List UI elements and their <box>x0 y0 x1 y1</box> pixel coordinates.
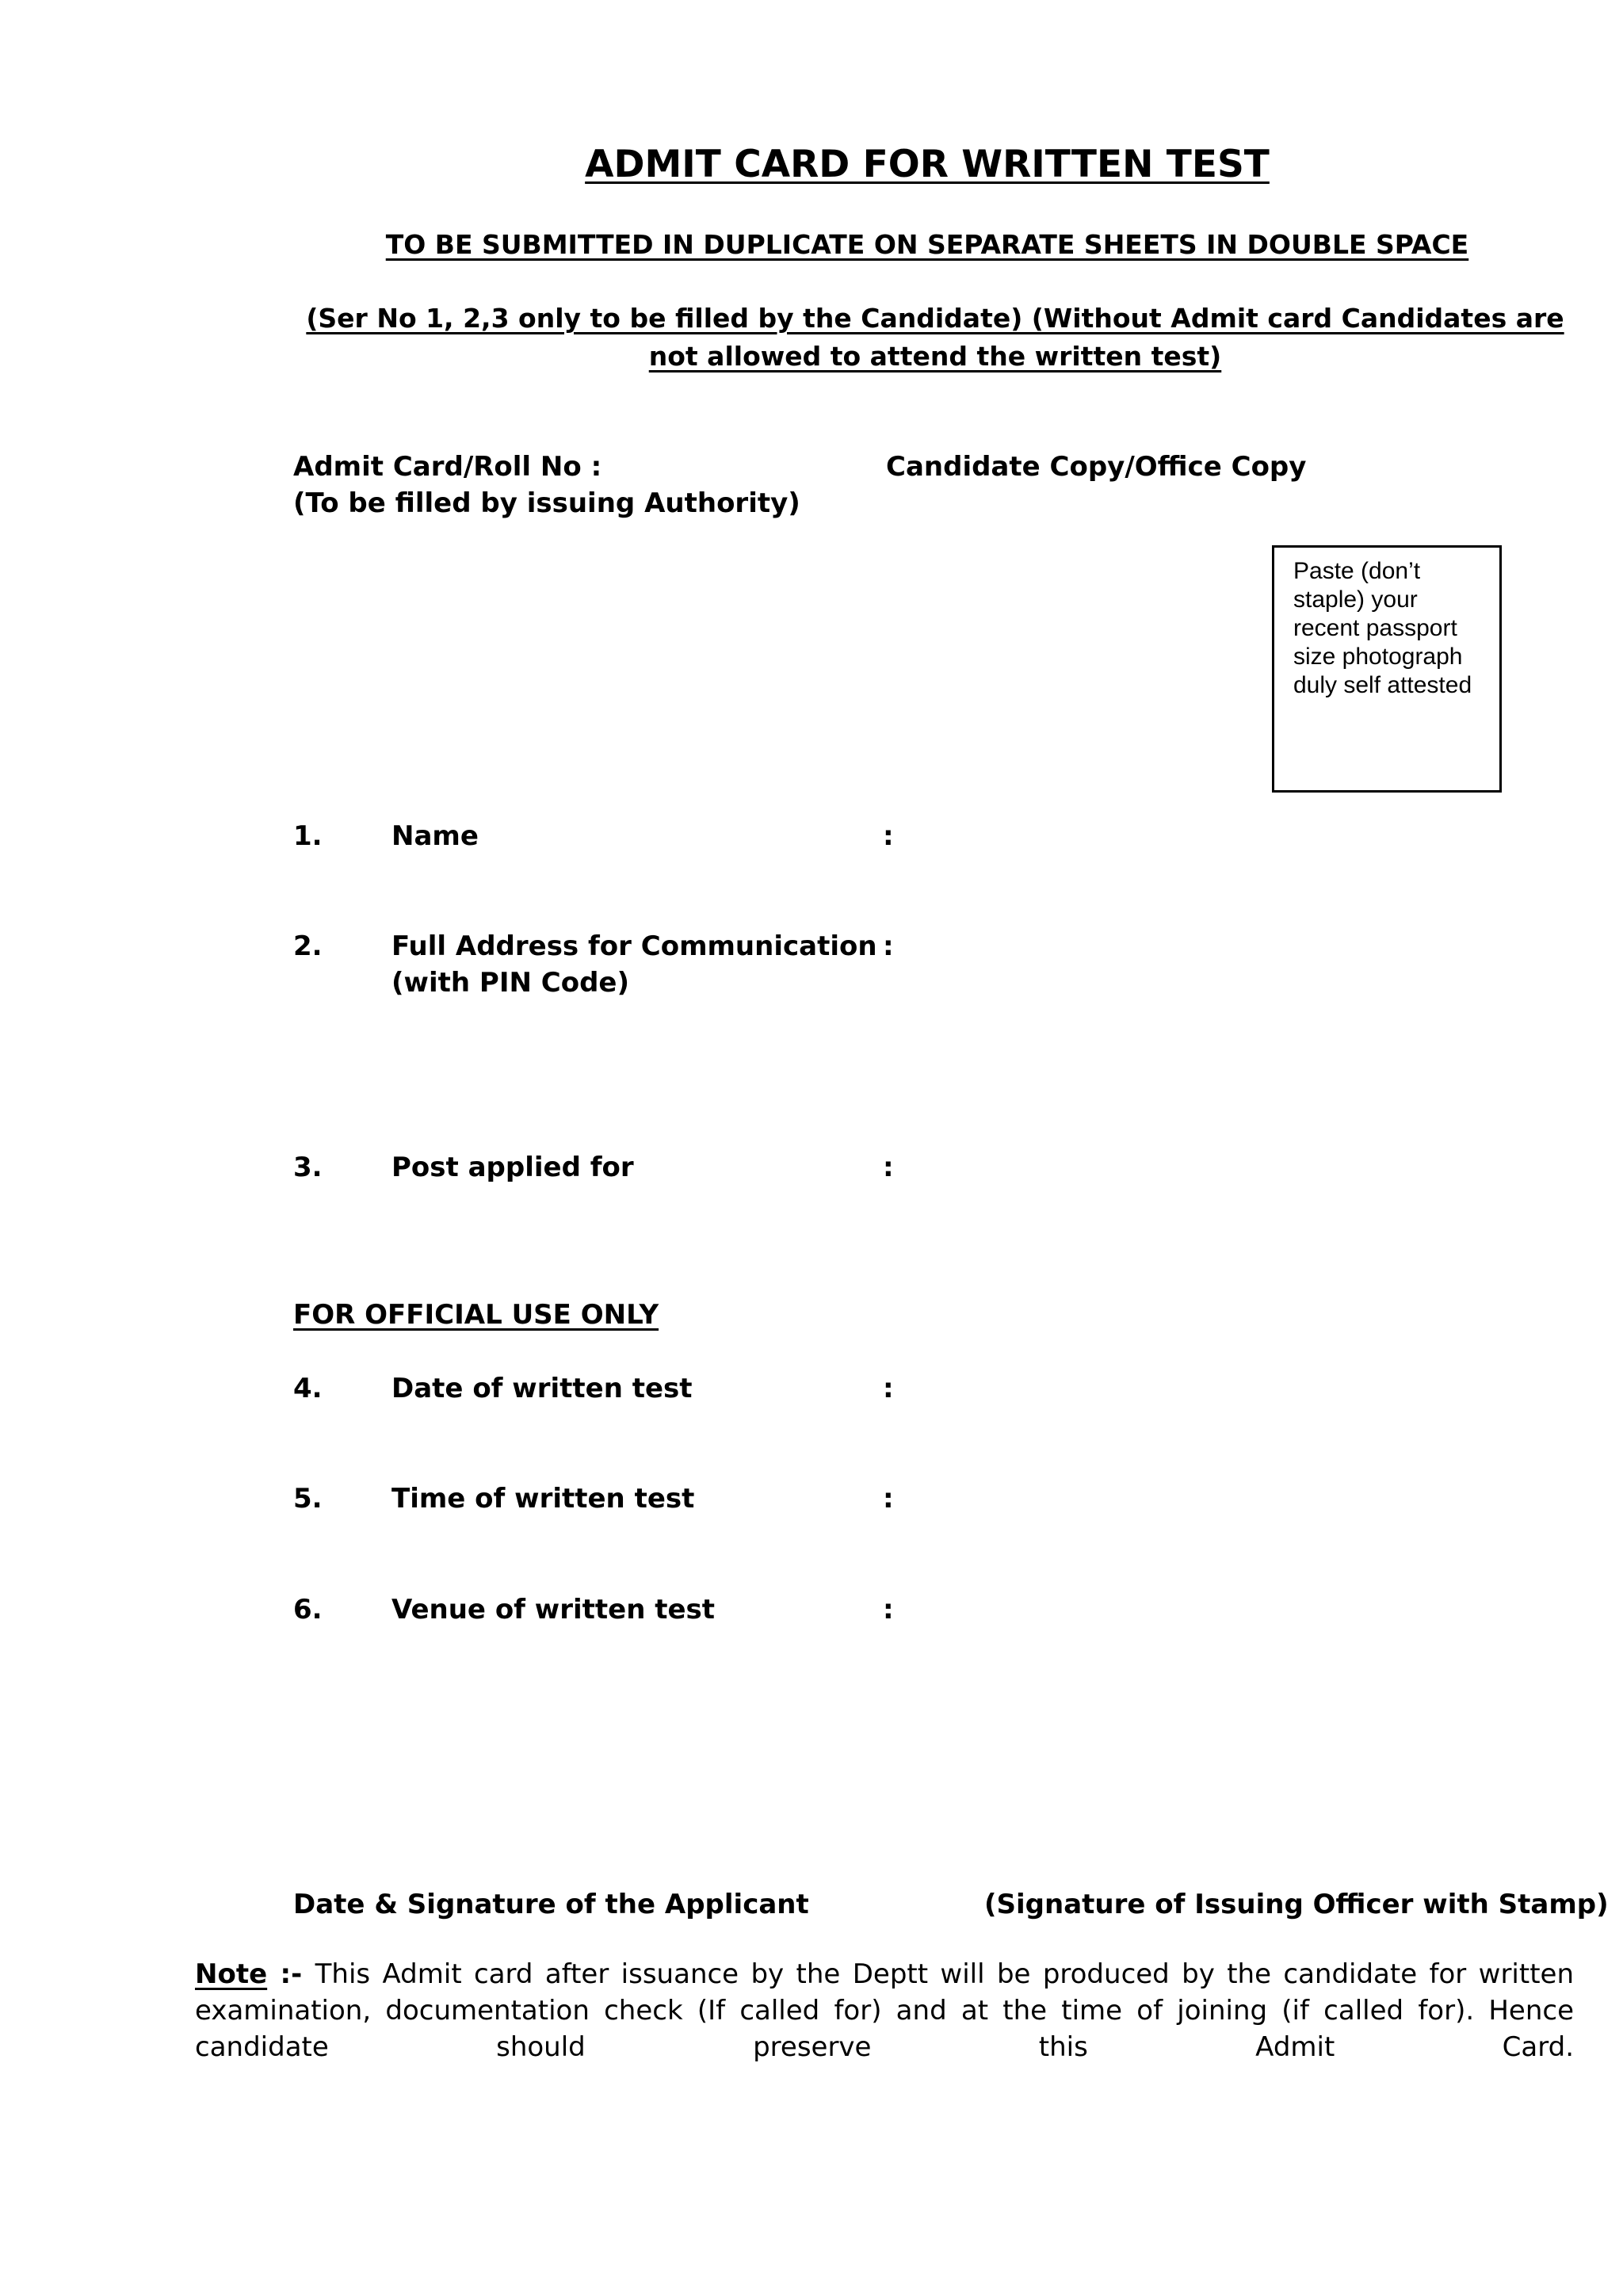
field-number: 3. <box>293 1152 323 1183</box>
note-text: This Admit card after issuance by the Deptt will be produced by the candidate for written examination, documentation check (If called for) and at the time of joining (if called for). Hence candidate should preserve this Admit Card. <box>195 1958 1574 2063</box>
copy-label: Candidate Copy/Office Copy <box>886 451 1307 483</box>
field-number: 6. <box>293 1594 323 1626</box>
field-colon: : <box>883 820 894 852</box>
field-number: 4. <box>293 1373 323 1404</box>
page-subtitle: TO BE SUBMITTED IN DUPLICATE ON SEPARATE SHEETS IN DOUBLE SPACE <box>385 229 1469 260</box>
field-colon: : <box>883 1152 894 1183</box>
photo-box <box>1272 545 1502 793</box>
applicant-signature-label: Date & Signature of the Applicant <box>293 1889 809 1920</box>
photo-box-text: Paste (don’t staple) your recent passport size photograph duly self attested <box>1293 558 1472 698</box>
field-label-address: Full Address for Communication <box>391 930 877 962</box>
field-label-test-date: Date of written test <box>391 1373 693 1404</box>
note-label: Note <box>195 1958 268 1990</box>
field-colon: : <box>883 1483 894 1515</box>
official-use-heading: FOR OFFICIAL USE ONLY <box>293 1299 659 1331</box>
officer-signature-label: (Signature of Issuing Officer with Stamp) <box>984 1889 1609 1920</box>
page-title: ADMIT CARD FOR WRITTEN TEST <box>585 143 1270 186</box>
field-number: 5. <box>293 1483 323 1515</box>
field-colon: : <box>883 1373 894 1404</box>
field-number: 1. <box>293 820 323 852</box>
roll-no-note: (To be filled by issuing Authority) <box>293 487 800 519</box>
field-colon: : <box>883 1594 894 1626</box>
field-label-test-venue: Venue of written test <box>391 1594 716 1626</box>
field-colon: : <box>883 930 894 962</box>
note-paragraph <box>195 1956 1574 2065</box>
field-label-name: Name <box>391 820 479 852</box>
instruction-text: (Ser No 1, 2,3 only to be filled by the Candidate) (Without Admit card Candidates are not allowed to attend the written test) <box>306 303 1564 372</box>
field-number: 2. <box>293 930 323 962</box>
field-sublabel-address: (with PIN Code) <box>391 967 630 999</box>
field-label-post: Post applied for <box>391 1152 634 1183</box>
roll-no-label: Admit Card/Roll No : <box>293 451 602 483</box>
note-separator: :- <box>267 1958 315 1990</box>
field-label-test-time: Time of written test <box>391 1483 695 1515</box>
